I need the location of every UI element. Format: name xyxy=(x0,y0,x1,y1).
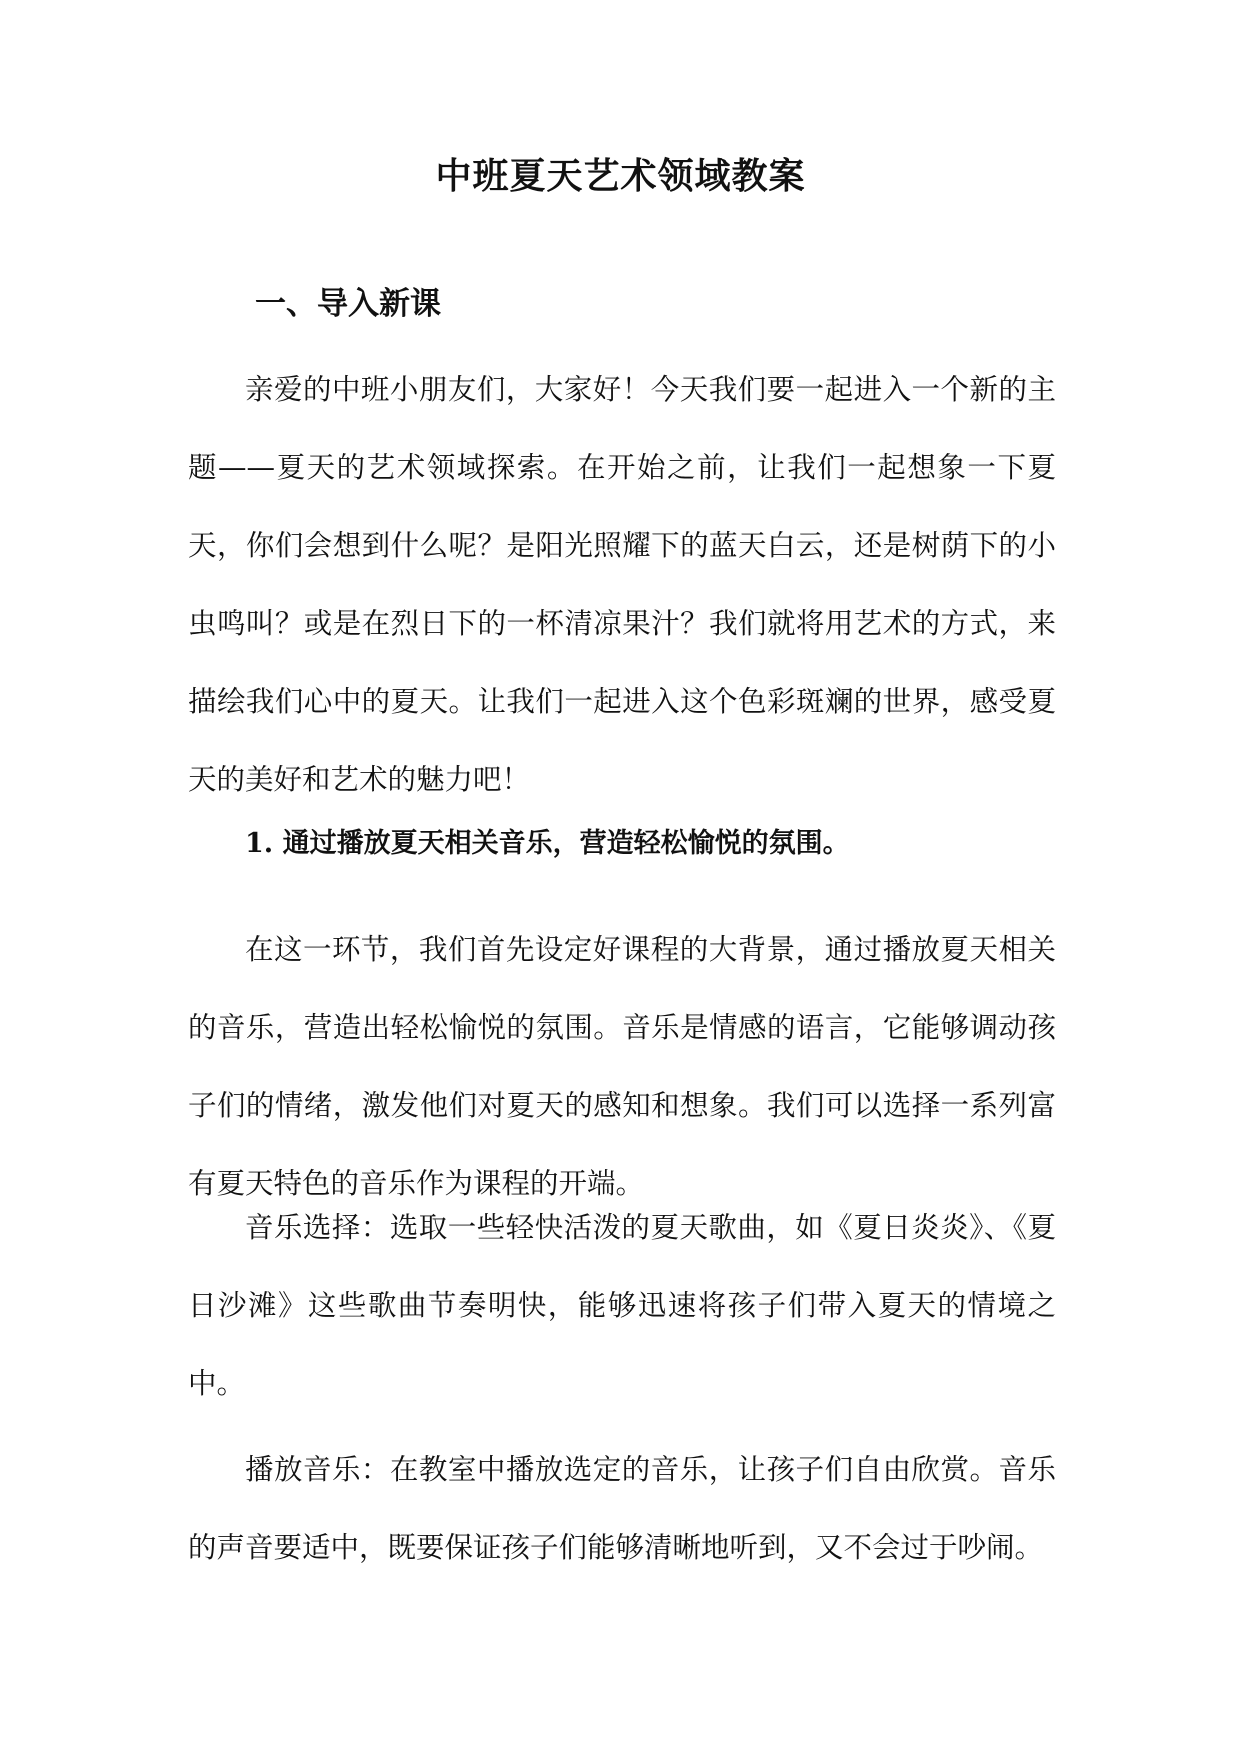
music-playback-paragraph: 播放音乐：在教室中播放选定的音乐，让孩子们自由欣赏。音乐的声音要适中，既要保证孩子们能够清晰地听到，又不会过于吵闹。 xyxy=(188,1453,1056,1564)
document-title: 中班夏天艺术领域教案 xyxy=(435,155,806,197)
subsection-heading: 1. 通过播放夏天相关音乐，营造轻松愉悦的氛围。 xyxy=(245,828,850,859)
intro-paragraph: 亲爱的中班小朋友们，大家好！今天我们要一起进入一个新的主题——夏天的艺术领域探索。在开始之前，让我们一起想象一下夏天，你们会想到什么呢？是阳光照耀下的蓝天白云，还是树荫下的小虫鸣叫？或是在烈日下的一杯清凉果汁？我们就将用艺术的方式，来描绘我们心中的夏天。让我们一起进入这个色彩斑斓的世界，感受夏天的美好和艺术的魅力吧！ xyxy=(188,373,1056,796)
music-selection-paragraph: 音乐选择：选取一些轻快活泼的夏天歌曲，如《夏日炎炎》、《夏日沙滩》这些歌曲节奏明快，能够迅速将孩子们带入夏天的情境之中。 xyxy=(188,1211,1056,1400)
section-heading: 一、导入新课 xyxy=(255,286,441,322)
body-paragraph: 在这一环节，我们首先设定好课程的大背景，通过播放夏天相关的音乐，营造出轻松愉悦的氛围。音乐是情感的语言，它能够调动孩子们的情绪，激发他们对夏天的感知和想象。我们可以选择一系列富有夏天特色的音乐作为课程的开端。 xyxy=(188,933,1056,1200)
